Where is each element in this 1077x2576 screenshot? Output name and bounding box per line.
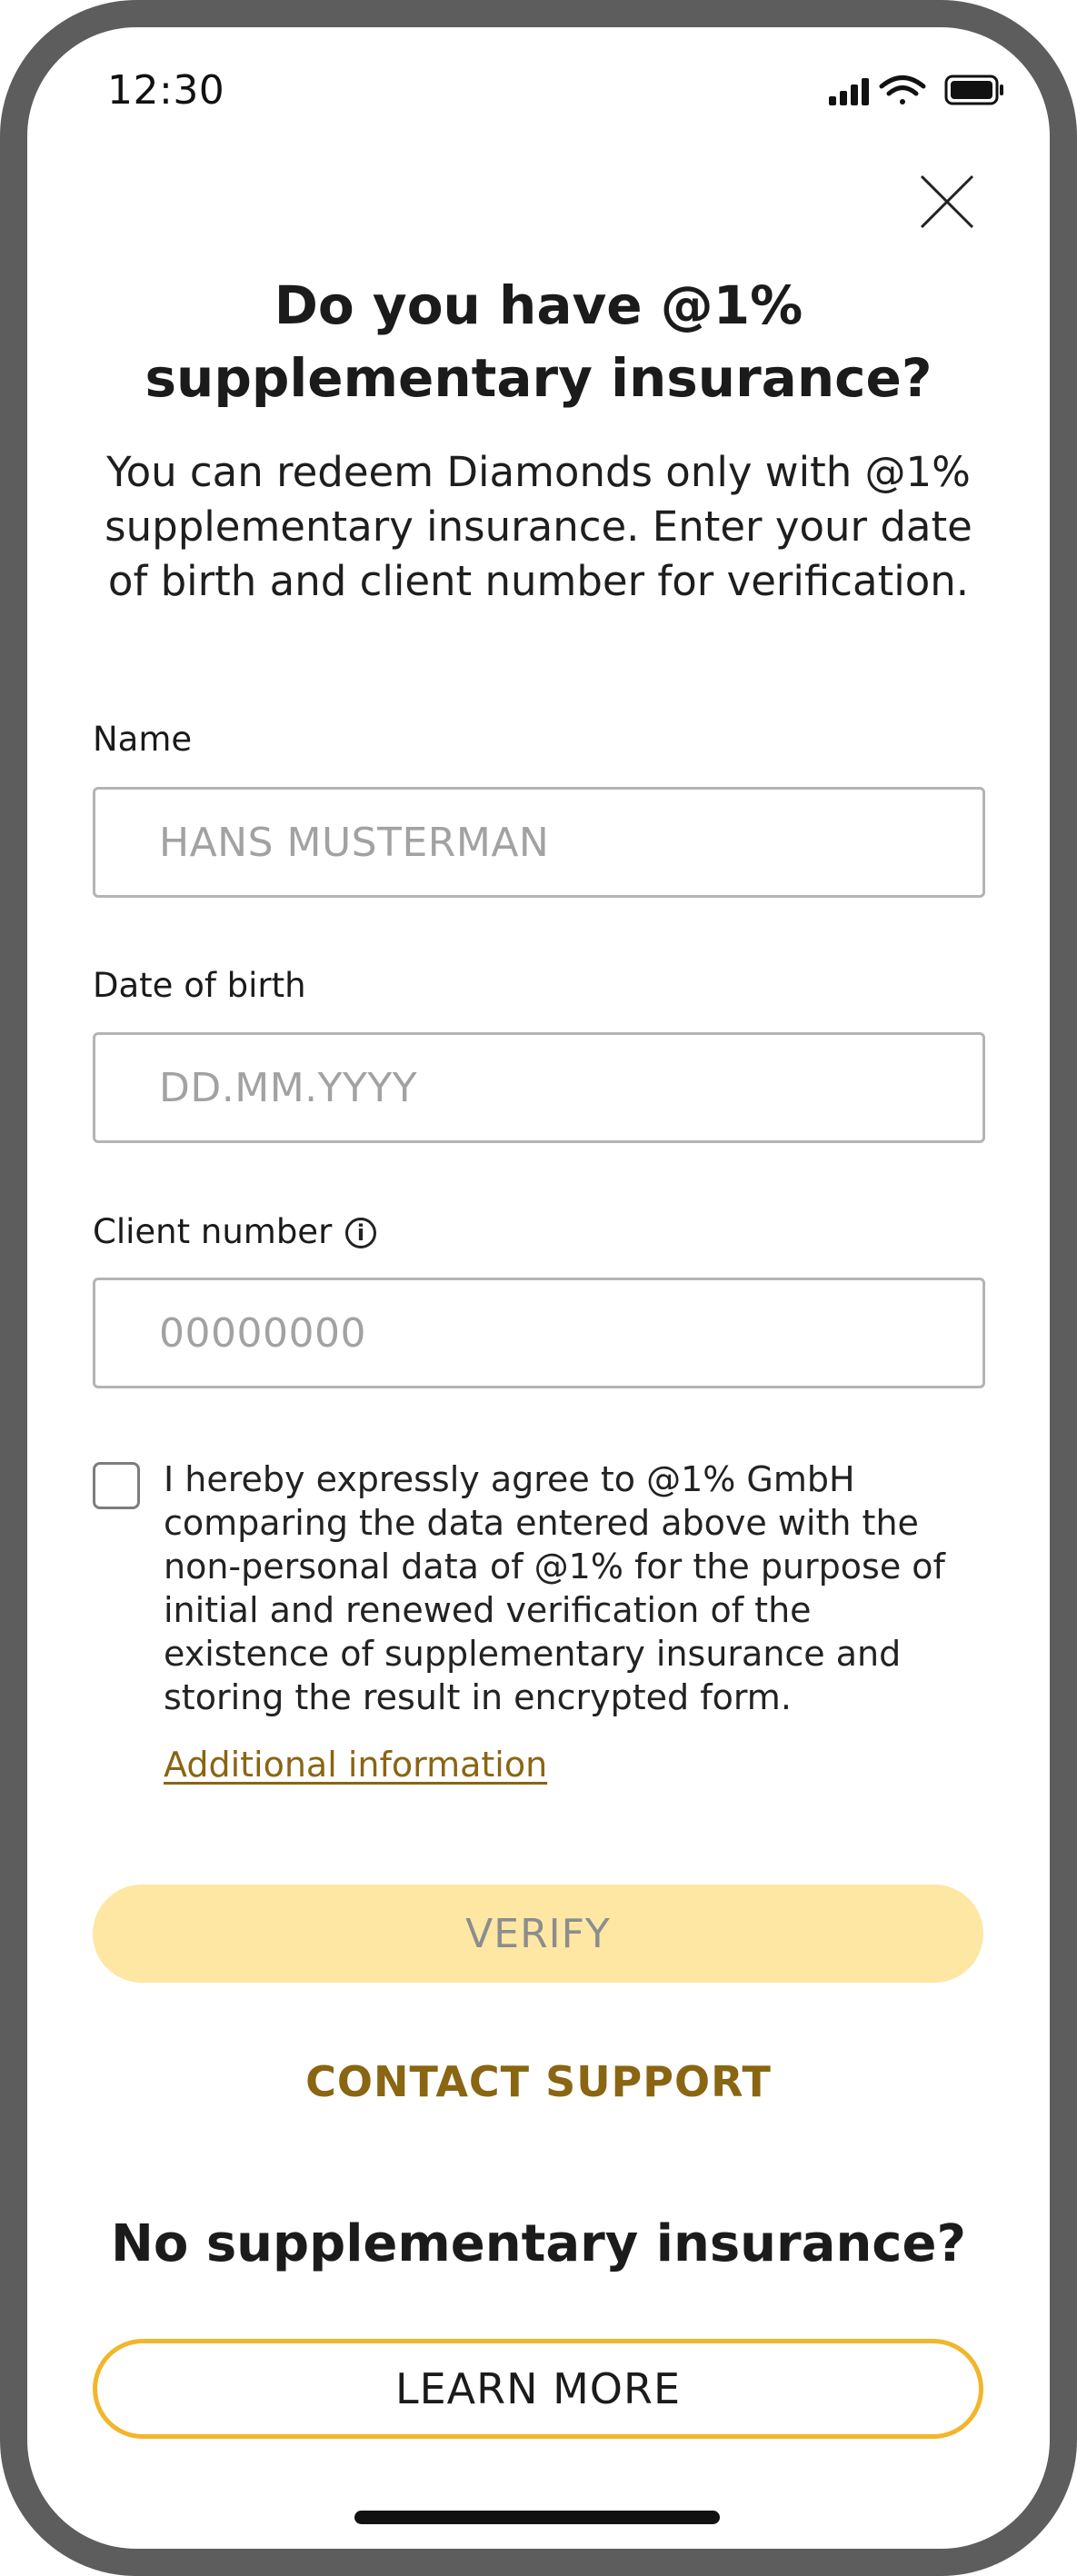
status-icons <box>825 73 1007 109</box>
verify-button[interactable]: VERIFY <box>93 1885 983 1983</box>
learn-more-button[interactable]: LEARN MORE <box>93 2339 983 2439</box>
dialog-title-line2: supplementary insurance? <box>145 347 932 409</box>
home-indicator[interactable] <box>354 2511 720 2524</box>
dob-label: Date of birth <box>93 966 306 1005</box>
additional-information-link[interactable]: Additional information <box>164 1745 548 1785</box>
dialog-title <box>73 269 1004 414</box>
consent-text: I hereby expressly agree to @1% GmbH comparing the data entered above with the non-personal data of @1% for the purpose of initial and renewed verification of the existence of supplementary insurance and storing the result in encrypted form. <box>164 1459 945 1717</box>
no-insurance-title: No supplementary insurance? <box>111 2214 966 2273</box>
contact-support-button[interactable]: CONTACT SUPPORT <box>305 2057 772 2106</box>
consent-checkbox[interactable] <box>93 1462 140 1509</box>
client-number-input[interactable] <box>93 1278 985 1388</box>
dialog-title-line1: Do you have @1% <box>274 274 803 336</box>
dob-input[interactable] <box>93 1032 985 1143</box>
signal-icon <box>829 78 869 105</box>
name-label: Name <box>93 720 193 759</box>
status-time: 12:30 <box>107 67 225 114</box>
client-number-label: Client number <box>93 1212 333 1251</box>
name-input[interactable] <box>93 787 985 898</box>
dialog-subtitle: You can redeem Diamonds only with @1% supplementary insurance. Enter your date of birth and client number for verification. <box>105 448 972 605</box>
battery-icon <box>946 76 1003 104</box>
info-icon[interactable]: i <box>345 1218 376 1248</box>
close-icon[interactable] <box>918 173 976 231</box>
wifi-icon <box>882 78 923 105</box>
